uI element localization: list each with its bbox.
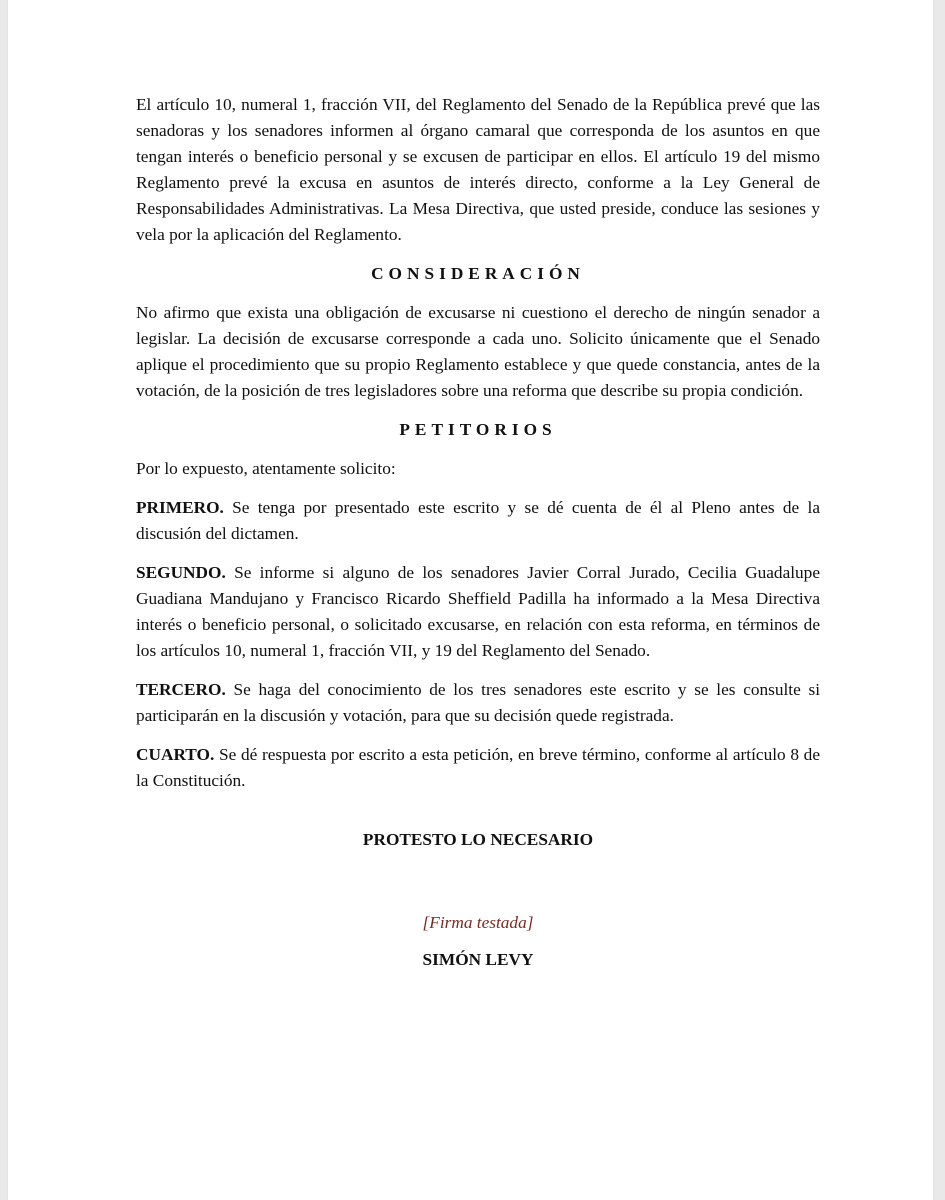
signature-redacted-note: [Firma testada] bbox=[422, 913, 534, 932]
petitorio-tercero bbox=[136, 677, 820, 729]
intro-paragraph: El artículo 10, numeral 1, fracción VII, del Reglamento del Senado de la República prevé que las senadoras y los senadores informen al órgano camaral que corresponda de los asuntos en que tengan interés o beneficio personal y se excusen de participar en ellos. El artículo 19 del mismo Reglamento prevé la excusa en asuntos de interés directo, conforme a la Ley General de Responsabilidades Administrativas. La Mesa Directiva, que usted preside, conduce las sesiones y vela por la aplicación del Reglamento. bbox=[136, 95, 820, 244]
petitorio-lead: CUARTO. bbox=[136, 745, 215, 764]
consideracion-heading: CONSIDERACIÓN bbox=[371, 264, 585, 283]
petitorio-segundo bbox=[136, 560, 820, 664]
signer-name: SIMÓN LEVY bbox=[422, 950, 534, 969]
document-body bbox=[136, 92, 820, 973]
petitorio-text: Se tenga por presentado este escrito y se dé cuenta de él al Pleno antes de la discusión del dictamen. bbox=[136, 498, 820, 543]
document-page bbox=[8, 0, 933, 1200]
petitorios-intro: Por lo expuesto, atentamente solicito: bbox=[136, 459, 396, 478]
closing-statement: PROTESTO LO NECESARIO bbox=[362, 830, 594, 849]
petitorio-lead: SEGUNDO. bbox=[136, 563, 226, 582]
petitorio-lead: PRIMERO. bbox=[136, 498, 224, 517]
consideracion-paragraph: No afirmo que exista una obligación de excusarse ni cuestiono el derecho de ningún senador a legislar. La decisión de excusarse corresponde a cada uno. Solicito únicamente que el Senado aplique el procedimiento que su propio Reglamento establece y que quede constancia, antes de la votación, de la posición de tres legisladores sobre una reforma que describe su propia condición. bbox=[136, 303, 820, 400]
petitorio-text: Se dé respuesta por escrito a esta petición, en breve término, conforme al artículo 8 de la Constitución. bbox=[136, 745, 820, 790]
petitorio-cuarto bbox=[136, 742, 820, 794]
petitorio-text: Se informe si alguno de los senadores Javier Corral Jurado, Cecilia Guadalupe Guadiana Mandujano y Francisco Ricardo Sheffield Padilla ha informado a la Mesa Directiva interés o beneficio personal, o solicitado excusarse, en relación con esta reforma, en términos de los artículos 10, numeral 1, fracción VII, y 19 del Reglamento del Senado. bbox=[136, 563, 820, 660]
petitorio-primero bbox=[136, 495, 820, 547]
petitorio-lead: TERCERO. bbox=[136, 680, 226, 699]
petitorio-text: Se haga del conocimiento de los tres senadores este escrito y se les consulte si participarán en la discusión y votación, para que su decisión quede registrada. bbox=[136, 680, 820, 725]
petitorios-heading: PETITORIOS bbox=[399, 420, 557, 439]
